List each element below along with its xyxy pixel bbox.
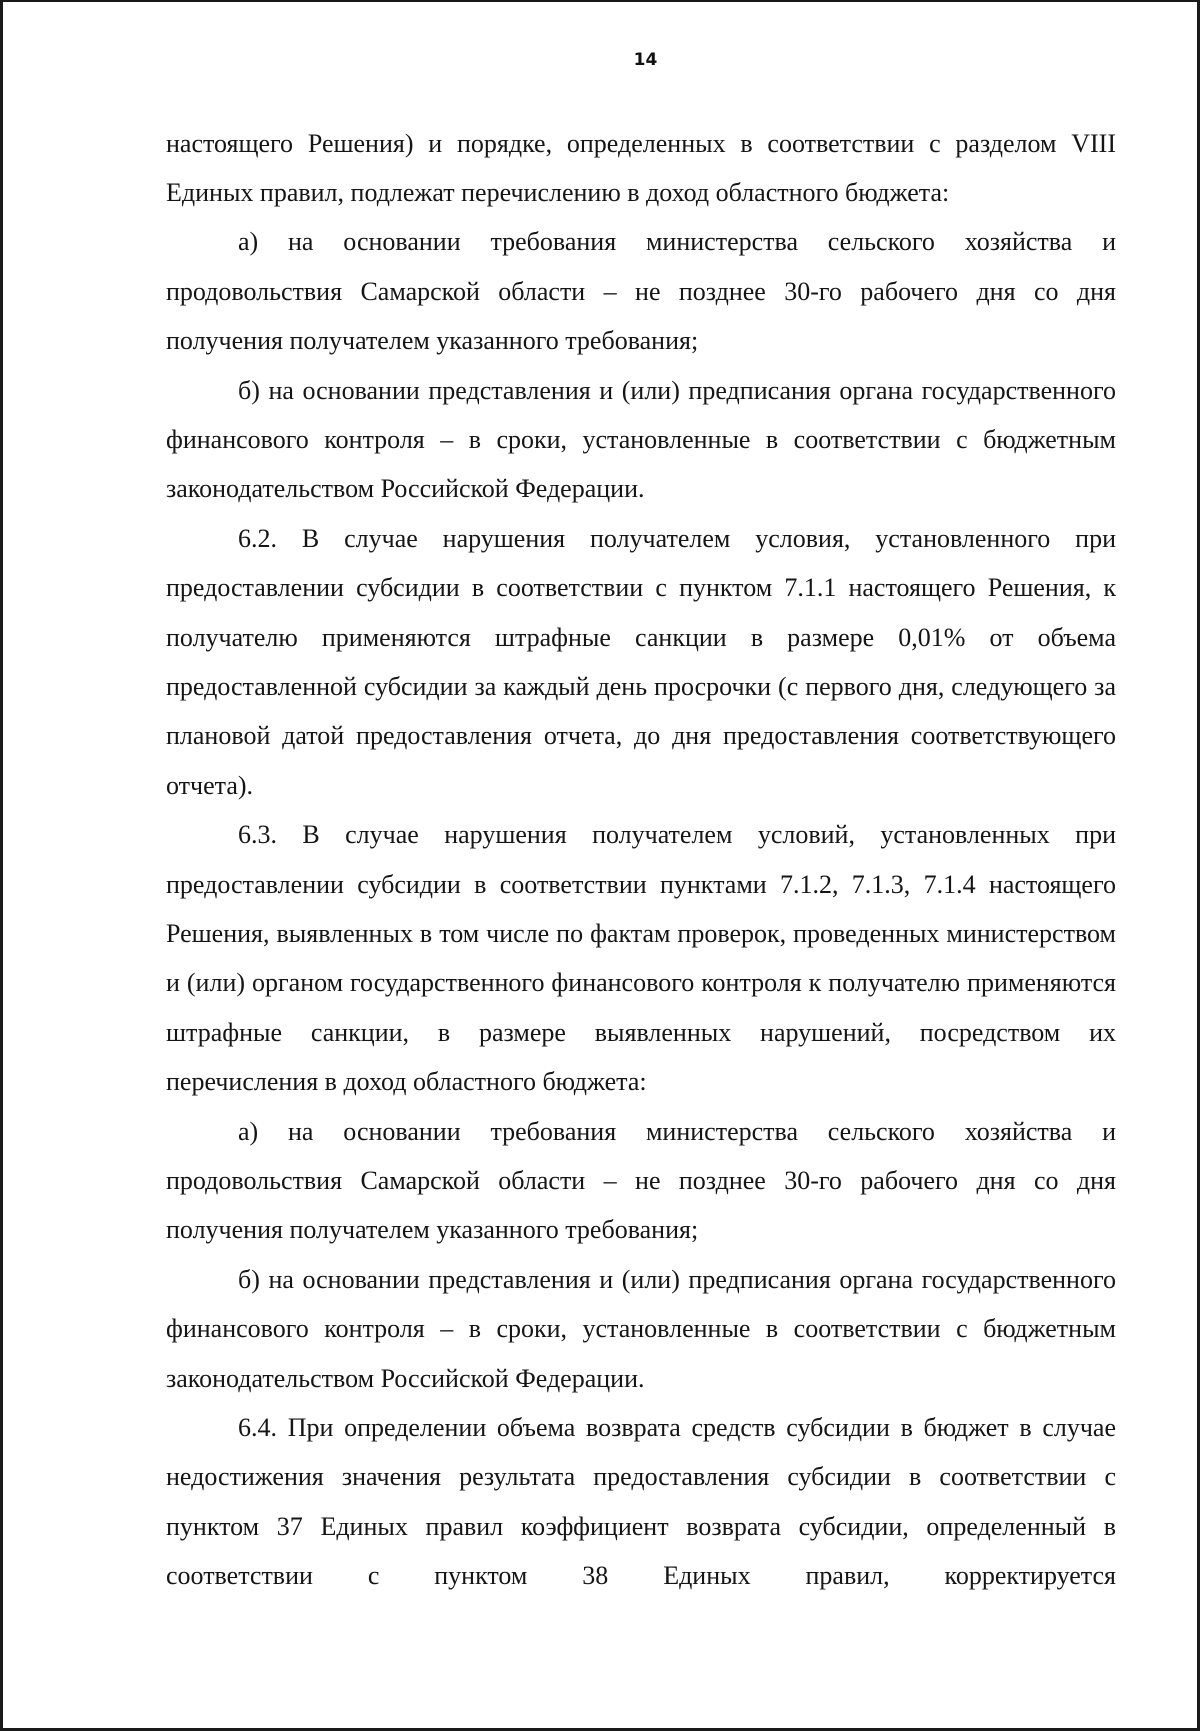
paragraph-continuation: настоящего Решения) и порядке, определенных в соответствии с разделом VIII Единых правил, подлежат перечислению в доход областного бюджета: [166,128,1116,207]
paragraph-6-2: 6.2. В случае нарушения получателем условия, установленного при предоставлении субсидии в соответствии с пунктом 7.1.1 настоящего Решения, к получателю применяются штрафные санкции в размере 0,01% от объема предоставленной субсидии за каждый день просрочки (с первого дня, следующего за плановой датой предоставления отчета, до дня предоставления соответствующего отчета). [166,523,1116,800]
paragraph-6-3-item-b: б) на основании представления и (или) предписания органа государственного финансового контроля – в сроки, установленные в соответствии с бюджетным законодательством Российской Федерации. [166,1264,1116,1393]
paragraph-item-a: а) на основании требования министерства сельского хозяйства и продовольствия Самарской области – не позднее 30-го рабочего дня со дня получения получателем указанного требования; [166,227,1116,356]
paragraph-6-3-item-a: а) на основании требования министерства сельского хозяйства и продовольствия Самарской области – не позднее 30-го рабочего дня со дня получения получателем указанного требования; [166,1116,1116,1245]
paragraph-6-3: 6.3. В случае нарушения получателем условий, установленных при предоставлении субсидии в соответствии пунктами 7.1.2, 7.1.3, 7.1.4 настоящего Решения, выявленных в том числе по фактам проверок, проведенных министерством и (или) органом государственного финансового контроля к получателю применяются штрафные санкции, в размере выявленных нарушений, посредством их перечисления в доход областного бюджета: [166,820,1116,1097]
scan-border-top [3,0,1200,2]
document-body [166,119,1116,1601]
paragraph-item-b: б) на основании представления и (или) предписания органа государственного финансового контроля – в сроки, установленные в соответствии с бюджетным законодательством Российской Федерации. [166,375,1116,504]
page-number: 14 [633,50,658,70]
paragraph-6-4: 6.4. При определении объема возврата средств субсидии в бюджет в случае недостижения значения результата предоставления субсидии в соответствии с пунктом 37 Единых правил коэффициент возврата субсидии, определенный в соответствии с пунктом 38 Единых правил, корректируется [166,1413,1116,1591]
